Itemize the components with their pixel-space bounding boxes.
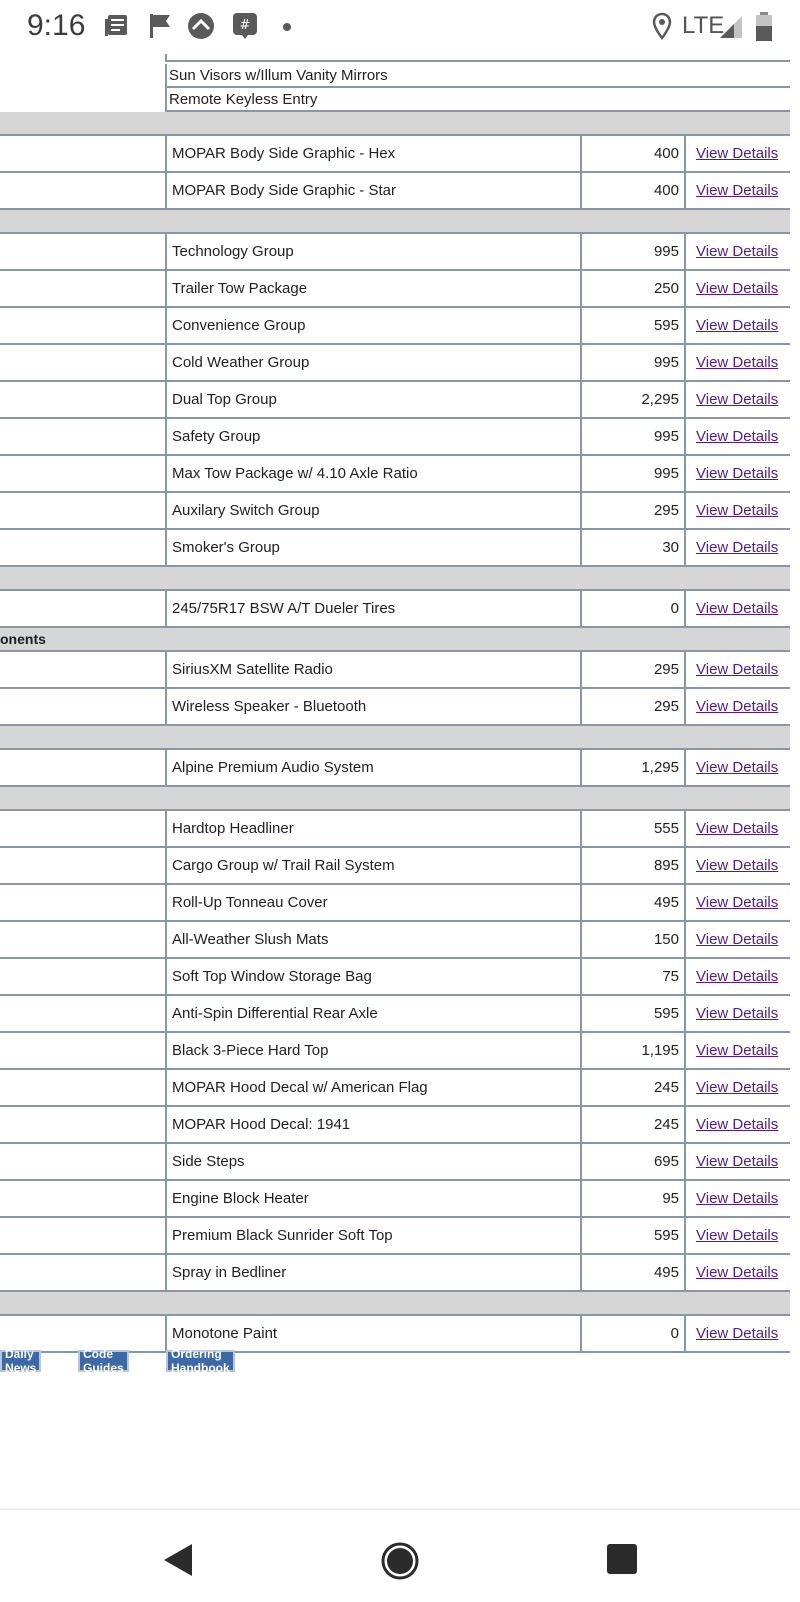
row-label-cell (0, 173, 165, 208)
row-label-cell (0, 1218, 165, 1253)
option-name: 245/75R17 BSW A/T Dueler Tires (165, 591, 580, 626)
link-cell (684, 456, 790, 491)
link-cell (684, 345, 790, 380)
option-price: 595 (580, 308, 684, 343)
link-cell (684, 1144, 790, 1179)
row-label-cell (0, 1181, 165, 1216)
row-label-cell (0, 1070, 165, 1105)
row-label-cell (0, 136, 165, 171)
option-price: 495 (580, 885, 684, 920)
section-separator (0, 726, 790, 750)
table-row (0, 345, 790, 382)
view-details-link[interactable]: View Details (696, 182, 779, 199)
table-row (0, 382, 790, 419)
link-cell (684, 493, 790, 528)
option-price: 595 (580, 996, 684, 1031)
row-label-cell (0, 1033, 165, 1068)
option-name: SiriusXM Satellite Radio (165, 652, 580, 687)
section-separator (0, 1292, 790, 1316)
row-label-cell (0, 652, 165, 687)
option-price: 75 (580, 959, 684, 994)
option-name: Roll-Up Tonneau Cover (165, 885, 580, 920)
table-row (0, 419, 790, 456)
option-price: 250 (580, 271, 684, 306)
link-cell (684, 652, 790, 687)
option-name: Cargo Group w/ Trail Rail System (165, 848, 580, 883)
view-details-link[interactable]: View Details (696, 465, 779, 482)
option-name: Premium Black Sunrider Soft Top (165, 1218, 580, 1253)
view-details-link[interactable]: View Details (696, 1153, 779, 1170)
option-price: 0 (580, 591, 684, 626)
option-price: 495 (580, 1255, 684, 1290)
link-cell (684, 271, 790, 306)
ordering-handbook-button[interactable]: Ordering Handbook (166, 1350, 235, 1372)
section-separator (0, 567, 790, 591)
row-label-cell (0, 234, 165, 269)
back-icon[interactable] (160, 1542, 196, 1578)
row-label-cell (0, 419, 165, 454)
table-row (0, 750, 790, 787)
status-time: 9:16 (27, 9, 86, 42)
option-name: MOPAR Body Side Graphic - Hex (165, 136, 580, 171)
network-type: LTE (682, 12, 725, 39)
link-cell (684, 382, 790, 417)
view-details-link[interactable]: View Details (696, 1042, 779, 1059)
option-name: Safety Group (165, 419, 580, 454)
daily-news-button[interactable]: Daily News (0, 1350, 41, 1372)
section-label: onents (0, 631, 46, 647)
dot-icon (282, 22, 292, 32)
app-icon (187, 12, 215, 40)
option-name: Auxilary Switch Group (165, 493, 580, 528)
link-cell (684, 136, 790, 171)
partial-row (165, 88, 790, 112)
row-label-cell (0, 1316, 165, 1351)
option-name: Wireless Speaker - Bluetooth (165, 689, 580, 724)
option-price: 995 (580, 234, 684, 269)
section-separator (0, 112, 790, 136)
link-cell (684, 1255, 790, 1290)
section-separator (0, 787, 790, 811)
view-details-link[interactable]: View Details (696, 857, 779, 874)
view-details-link[interactable]: View Details (696, 280, 779, 297)
row-label-cell (0, 1144, 165, 1179)
option-price: 595 (580, 1218, 684, 1253)
option-name: Technology Group (165, 234, 580, 269)
view-details-link[interactable]: View Details (696, 502, 779, 519)
row-label-cell (0, 493, 165, 528)
table-row (0, 1144, 790, 1181)
table-row (0, 848, 790, 885)
section-separator (0, 210, 790, 234)
slack-icon (232, 12, 258, 40)
option-name: Spray in Bedliner (165, 1255, 580, 1290)
table-row (0, 136, 790, 173)
partial-row-text: Sun Visors w/Illum Vanity Mirrors (169, 66, 388, 84)
view-details-link[interactable]: View Details (696, 1264, 779, 1281)
link-cell (684, 811, 790, 846)
table-row (0, 885, 790, 922)
table-row (0, 173, 790, 210)
option-name: Cold Weather Group (165, 345, 580, 380)
table-row (0, 530, 790, 567)
table-row (0, 1255, 790, 1292)
table-row (0, 922, 790, 959)
view-details-link[interactable]: View Details (696, 894, 779, 911)
link-cell (684, 530, 790, 565)
option-price: 1,295 (580, 750, 684, 785)
option-name: Soft Top Window Storage Bag (165, 959, 580, 994)
link-cell (684, 959, 790, 994)
option-price: 2,295 (580, 382, 684, 417)
news-icon (103, 13, 129, 39)
view-details-link[interactable]: View Details (696, 145, 779, 162)
link-cell (684, 308, 790, 343)
option-price: 0 (580, 1316, 684, 1351)
link-cell (684, 848, 790, 883)
link-cell (684, 1107, 790, 1142)
view-details-link[interactable]: View Details (696, 243, 779, 260)
partial-row (165, 64, 790, 88)
option-price: 245 (580, 1070, 684, 1105)
location-icon (652, 12, 672, 40)
row-label-cell (0, 382, 165, 417)
view-details-link[interactable]: View Details (696, 1325, 779, 1342)
option-name: Black 3-Piece Hard Top (165, 1033, 580, 1068)
view-details-link[interactable]: View Details (696, 759, 779, 776)
option-name: Side Steps (165, 1144, 580, 1179)
option-name: Hardtop Headliner (165, 811, 580, 846)
option-price: 295 (580, 689, 684, 724)
table-row (0, 811, 790, 848)
table-row (0, 1070, 790, 1107)
view-details-link[interactable]: View Details (696, 1005, 779, 1022)
option-name: Anti-Spin Differential Rear Axle (165, 996, 580, 1031)
option-name: Monotone Paint (165, 1316, 580, 1351)
svg-text:#: # (239, 18, 251, 33)
table-row (0, 959, 790, 996)
row-label-cell (0, 1255, 165, 1290)
link-cell (684, 1316, 790, 1351)
view-details-link[interactable]: View Details (696, 539, 779, 556)
link-cell (684, 234, 790, 269)
table-row (0, 456, 790, 493)
option-name: Smoker's Group (165, 530, 580, 565)
view-details-link[interactable]: View Details (696, 317, 779, 334)
option-price: 555 (580, 811, 684, 846)
row-label-cell (0, 811, 165, 846)
row-label-cell (0, 271, 165, 306)
recents-icon[interactable] (606, 1543, 638, 1575)
link-cell (684, 922, 790, 957)
option-name: Dual Top Group (165, 382, 580, 417)
link-cell (684, 173, 790, 208)
row-label-cell (0, 848, 165, 883)
table-row (0, 493, 790, 530)
option-price: 400 (580, 173, 684, 208)
view-details-link[interactable]: View Details (696, 661, 779, 678)
option-name: Engine Block Heater (165, 1181, 580, 1216)
link-cell (684, 885, 790, 920)
table-row (0, 689, 790, 726)
option-name: Convenience Group (165, 308, 580, 343)
link-cell (684, 1181, 790, 1216)
option-price: 995 (580, 419, 684, 454)
table-row (0, 1218, 790, 1255)
view-details-link[interactable]: View Details (696, 391, 779, 408)
option-price: 295 (580, 652, 684, 687)
option-price: 695 (580, 1144, 684, 1179)
view-details-link[interactable]: View Details (696, 698, 779, 715)
view-details-link[interactable]: View Details (696, 820, 779, 837)
option-name: Max Tow Package w/ 4.10 Axle Ratio (165, 456, 580, 491)
row-label-cell (0, 456, 165, 491)
option-price: 150 (580, 922, 684, 957)
link-cell (684, 996, 790, 1031)
row-label-cell (0, 922, 165, 957)
section-separator (0, 628, 790, 652)
row-label-cell (0, 591, 165, 626)
table-row (0, 1181, 790, 1218)
link-cell (684, 419, 790, 454)
row-label-cell (0, 750, 165, 785)
option-price: 1,195 (580, 1033, 684, 1068)
row-label-cell (0, 1107, 165, 1142)
link-cell (684, 750, 790, 785)
view-details-link[interactable]: View Details (696, 1190, 779, 1207)
option-name: MOPAR Body Side Graphic - Star (165, 173, 580, 208)
table-row (0, 234, 790, 271)
table-row (0, 652, 790, 689)
option-name: Alpine Premium Audio System (165, 750, 580, 785)
option-name: All-Weather Slush Mats (165, 922, 580, 957)
table-row (0, 996, 790, 1033)
partial-row-text: Remote Keyless Entry (169, 90, 318, 108)
row-label-cell (0, 885, 165, 920)
option-price: 95 (580, 1181, 684, 1216)
option-name: MOPAR Hood Decal: 1941 (165, 1107, 580, 1142)
option-price: 245 (580, 1107, 684, 1142)
option-name: Trailer Tow Package (165, 271, 580, 306)
link-cell (684, 1070, 790, 1105)
option-price: 400 (580, 136, 684, 171)
option-price: 30 (580, 530, 684, 565)
view-details-link[interactable]: View Details (696, 428, 779, 445)
view-details-link[interactable]: View Details (696, 1116, 779, 1133)
link-cell (684, 689, 790, 724)
row-label-cell (0, 308, 165, 343)
row-label-cell (0, 996, 165, 1031)
table-row (0, 271, 790, 308)
flag-icon (148, 12, 172, 40)
view-details-link[interactable]: View Details (696, 1079, 779, 1096)
code-guides-button[interactable]: Code Guides (78, 1350, 129, 1372)
view-details-link[interactable]: View Details (696, 1227, 779, 1244)
table-row (0, 308, 790, 345)
option-price: 895 (580, 848, 684, 883)
row-label-cell (0, 959, 165, 994)
link-cell (684, 591, 790, 626)
option-price: 995 (580, 345, 684, 380)
signal-icon (718, 12, 744, 40)
table-row (0, 1107, 790, 1144)
link-cell (684, 1033, 790, 1068)
view-details-link[interactable]: View Details (696, 354, 779, 371)
view-details-link[interactable]: View Details (696, 600, 779, 617)
row-label-cell (0, 530, 165, 565)
view-details-link[interactable]: View Details (696, 931, 779, 948)
option-price: 295 (580, 493, 684, 528)
table-row (0, 1033, 790, 1070)
battery-icon (755, 12, 773, 42)
status-bar (0, 0, 800, 54)
navigation-bar (0, 1508, 800, 1602)
link-cell (684, 1218, 790, 1253)
option-price: 995 (580, 456, 684, 491)
home-icon[interactable] (381, 1542, 419, 1580)
table-row (0, 591, 790, 628)
row-label-cell (0, 345, 165, 380)
view-details-link[interactable]: View Details (696, 968, 779, 985)
row-label-cell (0, 689, 165, 724)
option-name: MOPAR Hood Decal w/ American Flag (165, 1070, 580, 1105)
